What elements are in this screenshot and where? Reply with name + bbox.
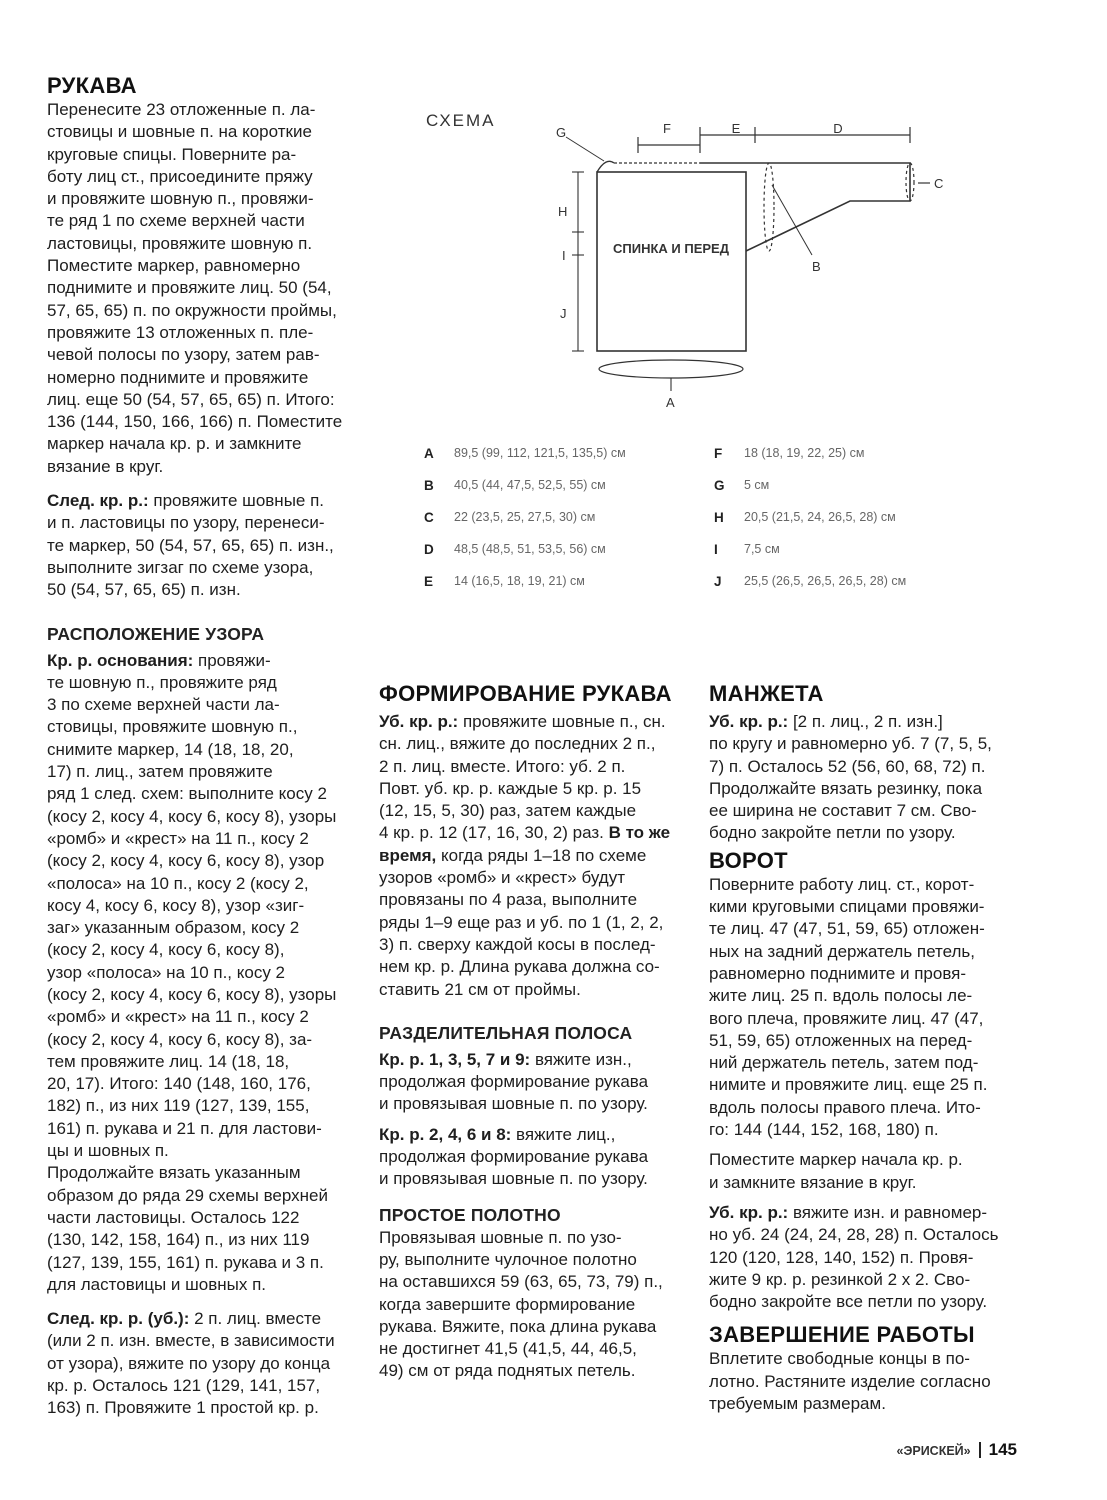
text-line: продолжая формирование рукава: [379, 1072, 649, 1092]
label-c: C: [934, 176, 944, 191]
text-line: и п. ластовицы по узору, перенеси-: [47, 513, 325, 533]
measurement-key: C: [424, 510, 434, 525]
base-round-label: Кр. р. основания:: [47, 650, 194, 670]
label-a: A: [666, 395, 675, 410]
text-line: те ряд 1 по схеме верхней части: [47, 211, 305, 231]
cuff-label: Уб. кр. р.:: [709, 712, 789, 731]
measurement-value: 48,5 (48,5, 51, 53,5, 56) см: [454, 542, 606, 556]
measurement-key: J: [714, 574, 722, 589]
measurement-value: 18 (18, 19, 22, 25) см: [744, 446, 865, 460]
measurement-key: D: [424, 542, 434, 557]
text-line: Продолжайте вязать резинку, пока: [709, 778, 983, 798]
page-footer: [897, 1440, 1017, 1460]
measurement-value: 25,5 (26,5, 26,5, 26,5, 28) см: [744, 574, 907, 588]
measurement-key: G: [714, 478, 725, 493]
text-line: косу 4, косу 6, косу 8), узор «зиг-: [47, 895, 305, 915]
text-line: номерно поднимите и провяжите: [47, 367, 309, 387]
text-line: 17) п. лиц., затем провяжите: [47, 762, 273, 782]
text-line: 2 п. лиц. вместе. Итого: уб. 2 п.: [379, 756, 626, 776]
schematic-diagram: [420, 105, 960, 415]
text-line: ряды 1–9 еще раз и уб. по 1 (1, 2, 2,: [379, 912, 664, 932]
text-line: Поместите маркер, равномерно: [47, 256, 301, 276]
text-line: «ромб» и «крест» на 11 п., косу 2: [47, 1007, 309, 1027]
text-line: и провяжите шовную п., провяжи-: [47, 189, 314, 209]
text-line: и провязывая шовные п. по узору.: [379, 1169, 648, 1189]
text-line: 57, 65, 65) п. по окружности проймы,: [47, 300, 337, 320]
text-line: Повт. уб. кр. р. каждые 5 кр. р. 15: [379, 778, 642, 798]
cuff-heading: МАНЖЕТА: [709, 681, 824, 706]
divider-strip-heading: РАЗДЕЛИТЕЛЬНАЯ ПОЛОСА: [379, 1022, 633, 1043]
text-line: «полоса» на 10 п., косу 2 (косу 2,: [47, 873, 309, 893]
text-line: но уб. 24 (24, 24, 28, 28) п. Осталось: [709, 1225, 999, 1245]
text-line: (или 2 п. изн. вместе, в зависимости: [47, 1331, 335, 1351]
text-line: когда завершите формирование: [379, 1294, 636, 1314]
text-line: Продолжайте вязать указанным: [47, 1163, 301, 1183]
text-line: (косу 2, косу 4, косу 6, косу 8), узоры: [47, 984, 337, 1004]
text-line: поднимите и провяжите лиц. 50 (54,: [47, 278, 332, 298]
text-line: от узора), вяжите по узору до конца: [47, 1353, 331, 1373]
text-line: ру, выполните чулочное полотно: [379, 1249, 637, 1269]
middle-column: [379, 680, 679, 1383]
text-line: 20, 17). Итого: 140 (148, 160, 176,: [47, 1074, 311, 1094]
text-line: вяжите лиц.,: [511, 1124, 616, 1144]
text-line: [2 п. лиц., 2 п. изн.]: [788, 712, 943, 731]
decrease-round-label: След. кр. р. (уб.):: [47, 1309, 190, 1329]
measurement-value: 5 см: [744, 478, 770, 492]
base-round-paragraph: [47, 650, 359, 1297]
text-line: цы и шовных п.: [47, 1141, 169, 1161]
sleeve-shaping-paragraph: [379, 711, 679, 1001]
next-round-paragraph: [47, 490, 359, 601]
label-f: F: [663, 121, 671, 136]
text-line: узор «полоса» на 10 п., косу 2: [47, 962, 286, 982]
text-line: ее ширина не составит 7 см. Сво-: [709, 801, 977, 821]
text-line: провяжите 13 отложенных п. пле-: [47, 322, 314, 342]
text-line: части ластовицы. Осталось 122: [47, 1207, 300, 1227]
text-line: боту лиц ст., присоедините пряжу: [47, 166, 313, 186]
text-line: по кругу и равномерно уб. 7 (7, 5, 5,: [709, 734, 992, 754]
text-line: «ромб» и «крест» на 11 п., косу 2: [47, 828, 309, 848]
text-line: провяжите шовные п., сн.: [458, 712, 666, 731]
text-line: кими круговыми спицами провяжи-: [709, 897, 985, 917]
text-line: 51, 59, 65) отложенных на перед-: [709, 1030, 973, 1050]
measurement-value: 22 (23,5, 25, 27,5, 30) см: [454, 510, 596, 524]
sleeve-outline: [700, 163, 910, 251]
measurement-key: I: [714, 542, 718, 557]
text-line: 161) п. рукава и 21 п. для ластови-: [47, 1118, 322, 1138]
right-column: [709, 680, 1024, 1415]
text-line: 163) п. Провяжите 1 простой кр. р.: [47, 1398, 319, 1418]
text-line: заг» указанным образом, косу 2: [47, 918, 300, 938]
text-line: 182) п., из них 119 (127, 139, 155,: [47, 1096, 310, 1116]
text-line: те маркер, 50 (54, 57, 65, 65) п. изн.,: [47, 535, 334, 555]
left-column: [47, 72, 359, 1420]
measurement-key: F: [714, 446, 723, 461]
text-line: на оставшихся 59 (63, 65, 73, 79) п.,: [379, 1272, 663, 1292]
shaping-label: Уб. кр. р.:: [379, 712, 459, 731]
finishing-paragraph: [709, 1348, 1024, 1415]
measurement-key: H: [714, 510, 724, 525]
text-line: (12, 15, 5, 30) раз, затем каждые: [379, 801, 637, 821]
text-line: Провязывая шовные п. по узо-: [379, 1227, 622, 1247]
magazine-name: «ЭРИСКЕЙ»: [896, 1444, 971, 1458]
footer-divider: [979, 1442, 981, 1458]
text-line: (127, 139, 155, 161) п. рукава и 3 п.: [47, 1252, 324, 1272]
label-h: H: [558, 204, 568, 219]
panel-label: СПИНКА И ПЕРЕД: [613, 241, 729, 256]
text-line: продолжая формирование рукава: [379, 1147, 649, 1167]
odd-rounds-paragraph: [379, 1049, 679, 1116]
text-line: нем кр. р. Длина рукава должна со-: [379, 957, 660, 977]
text-line: 7) п. Осталось 52 (56, 60, 68, 72) п.: [709, 756, 986, 776]
plain-fabric-heading: ПРОСТОЕ ПОЛОТНО: [379, 1204, 561, 1225]
measurement-key: A: [424, 446, 434, 461]
text-line: равномерно поднимите и провя-: [709, 963, 967, 983]
text-line: 3 по схеме верхней части ла-: [47, 695, 280, 715]
measurement-key: B: [424, 478, 434, 493]
sleeves-heading: РУКАВА: [47, 73, 137, 98]
even-rounds-label: Кр. р. 2, 4, 6 и 8:: [379, 1124, 512, 1144]
text-line: когда ряды 1–18 по схеме: [436, 845, 647, 865]
cuff-paragraph: [709, 711, 1024, 845]
text-line: те шовную п., провяжите ряд: [47, 672, 277, 692]
text-line: (130, 142, 158, 164) п., из них 119: [47, 1230, 310, 1250]
text-line: Перенесите 23 отложенные п. ла-: [47, 100, 316, 119]
next-round-label: След. кр. р.:: [47, 491, 149, 511]
text-line: образом до ряда 29 схемы верхней: [47, 1185, 328, 1205]
text-line: 136 (144, 150, 166, 166) п. Поместите: [47, 412, 343, 432]
text-line: жите лиц. 25 п. вдоль полосы ле-: [709, 986, 973, 1006]
collar-paragraph: [709, 874, 1024, 1142]
text-line: 120 (120, 128, 140, 152) п. Провя-: [709, 1247, 974, 1267]
text-line: те лиц. 47 (47, 51, 59, 65) отложен-: [709, 919, 985, 939]
text-line: ластовицы, провяжите шовную п.: [47, 233, 313, 253]
label-g: G: [556, 125, 567, 140]
text-line: провязаны по 4 раза, выполните: [379, 890, 638, 910]
text-line: требуемым размерам.: [709, 1394, 886, 1414]
text-line: жите 9 кр. р. резинкой 2 х 2. Сво-: [709, 1269, 971, 1289]
finishing-heading: ЗАВЕРШЕНИЕ РАБОТЫ: [709, 1322, 975, 1348]
measurement-value: 7,5 см: [744, 542, 780, 556]
text-line: не достигнет 41,5 (41,5, 44, 46,5,: [379, 1339, 637, 1359]
even-rounds-paragraph: [379, 1124, 679, 1191]
text-line: Поверните работу лиц. ст., корот-: [709, 874, 975, 894]
text-line: снимите маркер, 14 (18, 18, 20,: [47, 739, 294, 759]
label-j: J: [560, 306, 567, 321]
label-d: D: [833, 121, 843, 136]
text-line: и провязывая шовные п. по узору.: [379, 1094, 648, 1114]
label-b: B: [812, 259, 821, 274]
odd-rounds-label: Кр. р. 1, 3, 5, 7 и 9:: [379, 1049, 531, 1069]
text-line: провяжи-: [193, 650, 271, 670]
text-line: стовицы, провяжите шовную п.,: [47, 717, 298, 737]
text-line: ний держатель петель, затем под-: [709, 1053, 979, 1073]
text-line: бодно закройте все петли по узору.: [709, 1292, 988, 1312]
pattern-placement-heading: РАСПОЛОЖЕНИЕ УЗОРА: [47, 623, 265, 644]
text-line: лотно. Растяните изделие согласно: [709, 1371, 991, 1391]
text-line: 3) п. сверху каждой косы в послед-: [379, 934, 656, 954]
marker-paragraph: [709, 1149, 1024, 1194]
text-line: (косу 2, косу 4, косу 6, косу 8), узоры: [47, 806, 337, 826]
same-time-a: В то же: [608, 823, 671, 843]
text-line: кр. р. Осталось 121 (129, 141, 157,: [47, 1376, 321, 1396]
collar-decrease-label: Уб. кр. р.:: [709, 1202, 789, 1222]
measurement-key: E: [424, 574, 434, 589]
text-line: рукава. Вяжите, пока длина рукава: [379, 1316, 657, 1336]
body-panel: [597, 172, 746, 351]
text-line: вяжите изн. и равномер-: [788, 1202, 988, 1222]
text-line: вяжите изн.,: [530, 1049, 632, 1069]
text-line: 49) см от ряда поднятых петель.: [379, 1361, 636, 1381]
text-line: узоров «ромб» и «крест» будут: [379, 868, 625, 888]
text-line: Поместите маркер начала кр. р.: [709, 1150, 963, 1170]
text-line: (косу 2, косу 4, косу 6, косу 8), за-: [47, 1029, 313, 1049]
collar-heading: ВОРОТ: [709, 847, 788, 873]
text-line: Вплетите свободные концы в по-: [709, 1349, 970, 1369]
text-line: вого плеча, провяжите лиц. 47 (47,: [709, 1008, 984, 1028]
text-line: (косу 2, косу 4, косу 6, косу 8),: [47, 940, 285, 960]
text-line: лиц. еще 50 (54, 57, 65, 65) п. Итого:: [47, 389, 335, 409]
measurement-value: 89,5 (99, 112, 121,5, 135,5) см: [454, 446, 626, 460]
collar-decrease-paragraph: [709, 1202, 1024, 1313]
text-line: 50 (54, 57, 65, 65) п. изн.: [47, 580, 241, 600]
text-line: вязание в круг.: [47, 456, 164, 476]
text-line: 4 кр. р. 12 (17, 16, 30, 2) раз.: [379, 823, 609, 843]
text-line: ставить 21 см от проймы.: [379, 979, 581, 999]
text-line: провяжите шовные п.: [148, 491, 325, 511]
decrease-round-paragraph: [47, 1308, 359, 1419]
text-line: тем провяжите лиц. 14 (18, 18,: [47, 1051, 290, 1071]
page-number: 145: [988, 1440, 1017, 1459]
same-time-b: время,: [379, 845, 437, 865]
text-line: ряд 1 след. схем: выполните косу 2: [47, 784, 327, 804]
text-line: стовицы и шовные п. на короткие: [47, 122, 312, 142]
schematic-title: СХЕМА: [426, 111, 496, 130]
measurement-value: 40,5 (44, 47,5, 52,5, 55) см: [454, 478, 606, 492]
text-line: круговые спицы. Поверните ра-: [47, 144, 297, 164]
text-line: го: 144 (144, 152, 168, 180) п.: [709, 1120, 939, 1140]
text-line: ных на задний держатель петель,: [709, 941, 976, 961]
measurement-value: 20,5 (21,5, 24, 26,5, 28) см: [744, 510, 896, 524]
text-line: для ластовицы и шовных п.: [47, 1274, 266, 1294]
sleeves-paragraph: [47, 99, 359, 478]
sleeve-shaping-heading: ФОРМИРОВАНИЕ РУКАВА: [379, 681, 672, 706]
text-line: выполните зигзаг по схеме узора,: [47, 557, 314, 577]
text-line: маркер начала кр. р. и замкните: [47, 434, 302, 454]
text-line: (косу 2, косу 4, косу 6, косу 8), узор: [47, 851, 325, 871]
label-i: I: [562, 248, 566, 263]
text-line: сн. лиц., вяжите до последних 2 п.,: [379, 734, 656, 754]
text-line: бодно закройте петли по узору.: [709, 823, 956, 843]
measurement-value: 14 (16,5, 18, 19, 21) см: [454, 574, 585, 588]
text-line: нимите и провяжите лиц. еще 25 п.: [709, 1075, 988, 1095]
label-e: E: [731, 121, 741, 136]
text-line: 2 п. лиц. вместе: [189, 1309, 322, 1329]
text-line: чевой полосы по узору, затем рав-: [47, 345, 320, 365]
text-line: и замкните вязание в круг.: [709, 1172, 917, 1192]
text-line: вдоль полосы правого плеча. Ито-: [709, 1097, 981, 1117]
plain-fabric-paragraph: [379, 1227, 679, 1383]
